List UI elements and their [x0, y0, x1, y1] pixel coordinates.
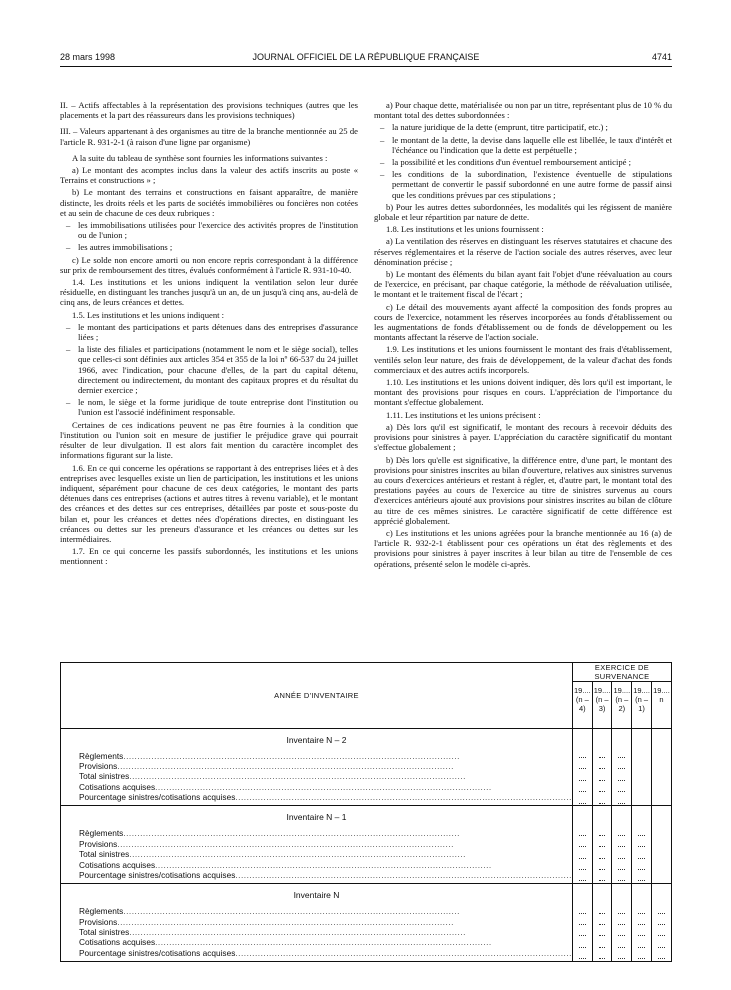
dotted-entry-line: [579, 769, 586, 780]
dotted-entry-line: [599, 859, 606, 870]
group-header-exercice: EXERCICE DE SURVENANCE: [572, 663, 671, 682]
inventory-table: [60, 662, 672, 962]
dotted-entry-line: [618, 836, 625, 847]
dotted-entry-line: [579, 824, 586, 835]
value-cell: [612, 728, 632, 806]
row-label: Cotisations acquises........................................................................................................................: [79, 859, 492, 870]
header-page-number: 4741: [651, 52, 672, 62]
inventory-blocks: [61, 728, 672, 961]
dotted-entry-line: [599, 870, 606, 881]
value-cell: [572, 884, 592, 962]
paragraph: Certaines de ces indications peuvent ne pas être fournies à la condition que l'institution ou l'union soit en mesure de justifier le préjudice grave qui pourrait résulter de leur divulgation. Il est alors fait mention du caractère incomplet des informations figurant sur la liste.: [60, 419, 358, 461]
dotted-entry-line: [618, 758, 625, 769]
row-label: Provisions........................................................................................................................: [79, 838, 454, 849]
dotted-entry-line: [599, 747, 606, 758]
year-header: 19.... (n – 3): [592, 682, 612, 728]
paragraph: b) Pour les autres dettes subordonnées, les modalités qui les régissent de manière globale et leur répartition par nature de dette.: [374, 201, 672, 223]
header-rule: [60, 66, 672, 67]
column-header-annee: ANNÉE D'INVENTAIRE: [61, 663, 573, 729]
inventory-block-title: Inventaire N – 2: [286, 734, 347, 745]
paragraph: 1.8. Les institutions et les unions fournissent :: [386, 224, 544, 235]
dotted-entry-line: [579, 948, 586, 959]
row-label: Cotisations acquises........................................................................................................................: [79, 937, 492, 948]
dotted-entry-line: [638, 836, 645, 847]
paragraph: 1.4. Les institutions et les unions indiquent la ventilation selon leur durée résiduelle, en distinguant les tranches jusqu'à un an, de un jusqu'à cinq ans, au-delà de cinq ans, de leurs créances et dettes.: [60, 277, 358, 308]
year-header: 19.... (n – 2): [612, 682, 632, 728]
dotted-entry-line: [599, 781, 606, 792]
inventory-block: [61, 806, 672, 884]
dotted-entry-line: [618, 925, 625, 936]
row-label: Total sinistres........................................................................................................................: [79, 849, 466, 860]
paragraph: a) Pour chaque dette, matérialisée ou non par un titre, représentant plus de 10 % du montant total des dettes subordonnées :: [374, 100, 672, 121]
paragraph: a) La ventilation des réserves en distinguant les réserves statutaires et chacune des réserves réglementaires et la réserve de l'action sociale des autres réserves, avec leur dénomination précise ;: [374, 236, 672, 267]
dotted-entry-line: [579, 902, 586, 913]
dotted-entry-line: [658, 914, 665, 925]
list-item: – la possibilité et les conditions d'un éventuel remboursement anticipé ;: [374, 157, 672, 167]
dotted-entry-line: [579, 925, 586, 936]
value-cell: [612, 884, 632, 962]
dotted-entry-line: [658, 902, 665, 913]
dotted-entry-line: [579, 847, 586, 858]
header-journal-title: JOURNAL OFFICIEL DE LA RÉPUBLIQUE FRANÇAISE: [252, 52, 480, 62]
paragraph: 1.6. En ce qui concerne les opérations se rapportant à des entreprises liées et à des entreprises avec lesquelles existe un lien de participation, les institutions et les unions indiquent, séparément pour chacune de ces deux catégories, le montant des parts détenues dans ces entreprises (actions et autres titres à revenu variable), et le montant des créances et des dettes sur ces entreprises, détaillées par poste et sous-poste du bilan et, pour les créances et dettes nées d'opérations directes, en distinguant les créances ou dettes sur les preneurs d'assurance et les créances ou dettes sur les intermédiaires.: [60, 462, 358, 544]
row-label: Total sinistres........................................................................................................................: [79, 927, 466, 937]
list-item: – la nature juridique de la dette (emprunt, titre participatif, etc.) ;: [374, 122, 672, 132]
inventory-block: [61, 884, 672, 962]
value-cell: [632, 728, 652, 806]
paragraph: 1.10. Les institutions et les unions doivent indiquer, dès lors qu'il est important, le montant des provisions pour risques en cours. L'appréciation de l'importance du montant s'effectue globalement.: [374, 377, 672, 408]
dotted-entry-line: [638, 859, 645, 870]
value-cell: [651, 806, 671, 884]
dotted-entry-line: [599, 902, 606, 913]
value-cell: [651, 728, 671, 806]
dotted-entry-line: [658, 925, 665, 936]
dotted-entry-line: [638, 870, 645, 881]
value-cell: [651, 884, 671, 962]
value-cell: [632, 806, 652, 884]
list-item: – les immobilisations utilisées pour l'exercice des activités propres de l'institution ou de l'union ;: [60, 220, 358, 240]
dotted-entry-line: [579, 758, 586, 769]
dotted-entry-line: [599, 847, 606, 858]
dotted-entry-line: [618, 948, 625, 959]
page-header: [60, 52, 672, 66]
dotted-entry-line: [599, 758, 606, 769]
dotted-entry-line: [618, 847, 625, 858]
row-label: Pourcentage sinistres/cotisations acquises........................................................................................................................: [79, 792, 572, 803]
paragraph: b) Le montant des éléments du bilan ayant fait l'objet d'une réévaluation au cours de l'exercice, en précisant, par chaque catégorie, la méthode de réévaluation utilisée, le montant et le traitement fiscal de l'écart ;: [374, 269, 672, 300]
list-item: – les conditions de la subordination, l'existence éventuelle de stipulations permettant de convertir le passif subordonné en une autre forme de passif ainsi que les conditions prévues par ces stipulations ;: [374, 169, 672, 200]
dotted-entry-line: [599, 948, 606, 959]
dotted-entry-line: [618, 792, 625, 803]
dotted-entry-line: [579, 870, 586, 881]
dotted-entry-line: [579, 781, 586, 792]
value-cell: [592, 884, 612, 962]
paragraph: II. – Actifs affectables à la représentation des provisions techniques (autres que les placements et la part des réassureurs dans les provisions techniques): [60, 100, 358, 121]
year-header: 19.... n: [651, 682, 671, 728]
year-header: 19.... (n – 1): [632, 682, 652, 728]
dotted-entry-line: [599, 824, 606, 835]
row-label: Cotisations acquises........................................................................................................................: [79, 781, 492, 792]
dotted-entry-line: [579, 859, 586, 870]
dotted-entry-line: [579, 936, 586, 947]
dotted-entry-line: [638, 902, 645, 913]
dotted-entry-line: [638, 914, 645, 925]
paragraph: b) Dès lors qu'elle est significative, la différence entre, d'une part, le montant des provisions pour sinistres inscrites au bilan d'ouverture, relatives aux sinistres survenus au cours d'exercices antérieurs et restant à régler, et, d'autre part, le montant total des prestations payées au cours de l'exercice au titre de sinistres survenus au cours d'exercices antérieurs ajouté aux provisions pour sinistres inscrites au bilan de clôture au titre de ces mêmes sinistres. Le caractère significatif de cette différence est apprécié globalement.: [374, 454, 672, 526]
paragraph: A la suite du tableau de synthèse sont fournies les informations suivantes :: [72, 152, 328, 163]
paragraph: b) Le montant des terrains et constructions en faisant apparaître, de manière distincte, les droits réels et les parts de sociétés immobilières ou foncières non cotées et au sein de chacune de ces deux rubriques :: [60, 187, 358, 218]
paragraph: 1.7. En ce qui concerne les passifs subordonnés, les institutions et les unions mentionnent :: [60, 546, 358, 567]
dotted-entry-line: [618, 781, 625, 792]
row-label: Pourcentage sinistres/cotisations acquises........................................................................................................................: [79, 870, 572, 880]
dotted-entry-line: [579, 792, 586, 803]
paragraph: c) Le solde non encore amorti ou non encore repris correspondant à la différence sur prix de remboursement des titres, évalués conformément à l'article R. 931-10-40.: [60, 254, 358, 275]
value-cell: [592, 728, 612, 806]
right-column: [374, 100, 672, 571]
paragraph: 1.11. Les institutions et les unions précisent :: [386, 409, 541, 420]
dotted-entry-line: [658, 936, 665, 947]
value-cell: [632, 884, 652, 962]
dotted-entry-line: [579, 747, 586, 758]
dotted-entry-line: [599, 936, 606, 947]
dotted-entry-line: [579, 914, 586, 925]
dotted-entry-line: [658, 948, 665, 959]
row-label: Provisions........................................................................................................................: [79, 760, 454, 771]
value-cell: [572, 806, 592, 884]
paragraph: III. – Valeurs appartenant à des organismes au titre de la branche mentionnée au 25 de l'article R. 931-2-1 (à raison d'une ligne par organisme): [60, 126, 358, 147]
list-item: – le montant des participations et parts détenues dans des entreprises d'assurance liées ;: [60, 322, 358, 342]
paragraph: 1.5. Les institutions et les unions indiquent :: [72, 309, 225, 320]
row-label: Règlements........................................................................................................................: [79, 906, 460, 917]
dotted-entry-line: [638, 824, 645, 835]
header-date: 28 mars 1998: [60, 52, 116, 62]
value-cell: [572, 728, 592, 806]
value-cell: [592, 806, 612, 884]
row-label: Pourcentage sinistres/cotisations acquises........................................................................................................................: [79, 947, 572, 958]
dotted-entry-line: [618, 824, 625, 835]
dotted-entry-line: [599, 769, 606, 780]
dotted-entry-line: [618, 870, 625, 881]
inventory-block-labels: [61, 806, 573, 884]
inventory-block-labels: [61, 728, 573, 806]
row-label: Total sinistres........................................................................................................................: [79, 771, 466, 782]
list-item: – la liste des filiales et participations (notamment le nom et le siège social), telles que celles-ci sont définies aux articles 354 et 355 de la loi nº 66-537 du 24 juillet 1966, avec l'indication, pour chacune d'elles, de la part du capital détenu, directement ou indirectement, du montant des capitaux propres et du résultat du dernier exercice ;: [60, 344, 358, 395]
list-item: – le montant de la dette, la devise dans laquelle elle est libellée, le taux d'intérêt et l'échéance ou l'indication que la dette est perpétuelle ;: [374, 135, 672, 155]
paragraph: c) Le détail des mouvements ayant affecté la composition des fonds propres au cours de l'exercice, notamment les réserves incorporées au fonds d'établissement ou les augmentations de fonds d'établissement ou de fonds de développement ou les montants affectant la réserve de l'action sociale.: [374, 301, 672, 343]
dotted-entry-line: [599, 914, 606, 925]
year-header: 19.... (n – 4): [572, 682, 592, 728]
dotted-entry-line: [618, 769, 625, 780]
paragraph: 1.9. Les institutions et les unions fournissent le montant des frais d'établissement, ventilés selon leur nature, des frais de développement, de la valeur d'achat des fonds commerciaux et des autres actifs incorporels.: [374, 344, 672, 375]
dotted-entry-line: [618, 747, 625, 758]
paragraph: a) Dès lors qu'il est significatif, le montant des recours à recevoir déduits des provisions pour sinistres à payer. L'appréciation du caractère significatif du montant s'effectue globalement ;: [374, 421, 672, 453]
inventory-block-title: Inventaire N – 1: [286, 812, 347, 823]
dotted-entry-line: [599, 925, 606, 936]
dotted-entry-line: [579, 836, 586, 847]
dotted-entry-line: [618, 859, 625, 870]
dotted-entry-line: [638, 847, 645, 858]
dotted-entry-line: [638, 948, 645, 959]
value-cell: [612, 806, 632, 884]
left-column: [60, 100, 358, 569]
inventory-block-title: Inventaire N: [293, 890, 340, 901]
paragraph: c) Les institutions et les unions agréées pour la branche mentionnée au 16 (a) de l'article R. 932-2-1 établissent pour ces opérations un état des règlements et des provisions pour sinistres à payer inscrites à leur bilan au titre de l'ensemble de ces opérations, présenté selon le modèle ci-après.: [374, 527, 672, 569]
paragraph: a) Le montant des acomptes inclus dans la valeur des actifs inscrits au poste « Terrains et constructions » ;: [60, 165, 358, 186]
dotted-entry-line: [618, 914, 625, 925]
inventory-block: [61, 728, 672, 806]
dotted-entry-line: [618, 902, 625, 913]
dotted-entry-line: [599, 836, 606, 847]
list-item: – les autres immobilisations ;: [60, 242, 358, 252]
dotted-entry-line: [638, 925, 645, 936]
dotted-entry-line: [638, 936, 645, 947]
list-item: – le nom, le siège et la forme juridique de toute entreprise dont l'institution ou l'union est l'associé indéfiniment responsable.: [60, 397, 358, 417]
dotted-entry-line: [618, 936, 625, 947]
row-label: Règlements........................................................................................................................: [79, 750, 460, 761]
row-label: Provisions........................................................................................................................: [79, 916, 454, 927]
row-label: Règlements........................................................................................................................: [79, 828, 460, 839]
dotted-entry-line: [599, 792, 606, 803]
inventory-block-labels: [61, 884, 573, 962]
